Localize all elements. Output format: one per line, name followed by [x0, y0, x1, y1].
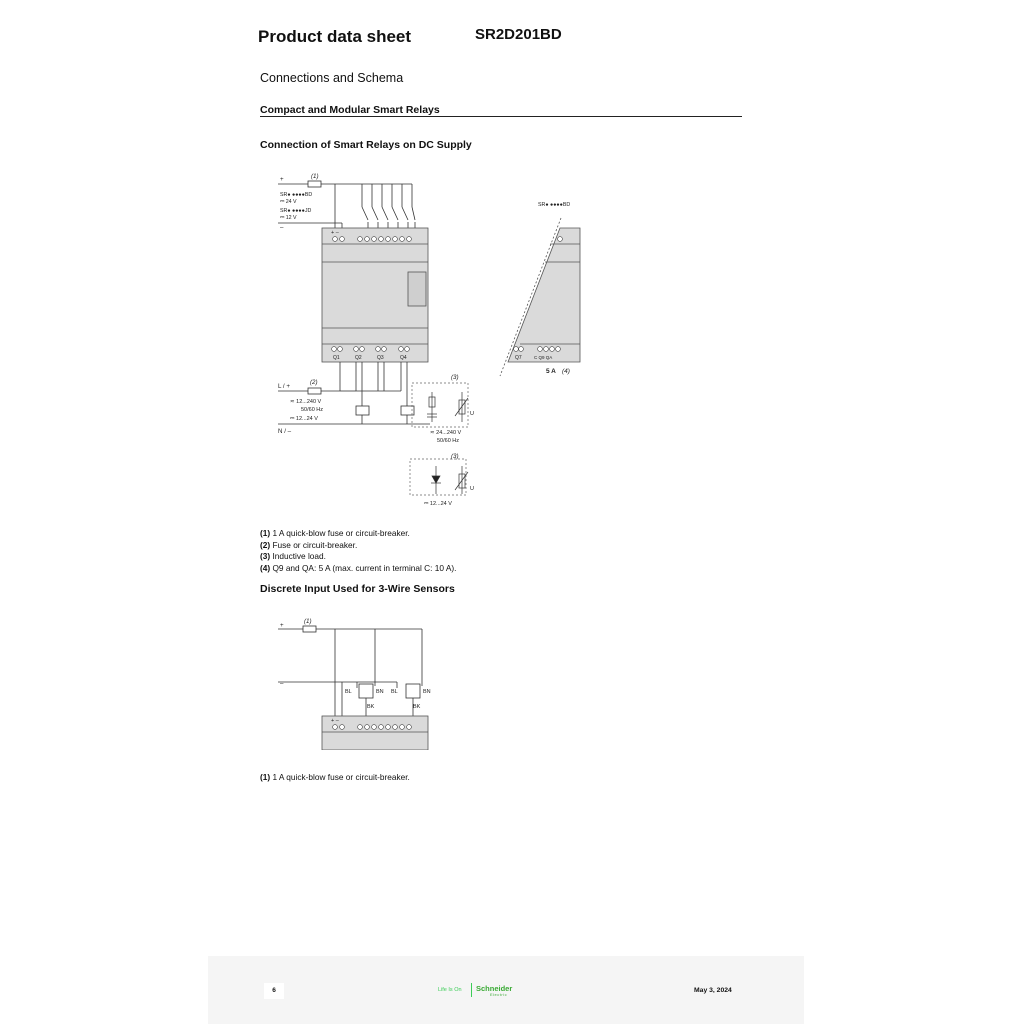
diagram2-notes — [260, 772, 410, 784]
page-subtitle: Connections and Schema — [260, 71, 404, 85]
d1-q2: Q2 — [355, 355, 362, 361]
d1-plus: + — [280, 176, 284, 183]
d2-plus: + — [280, 622, 284, 629]
d1-note4: (4) — [562, 368, 570, 375]
d1-side-label: SR● ●●●●BD — [538, 202, 571, 208]
d1-ac-24-240: ≂ 24...240 V — [430, 430, 462, 436]
d1-note3b: (3) — [451, 453, 459, 460]
d2-term-pm: + – — [331, 718, 339, 724]
d1-hz1: 50/60 Hz — [301, 407, 324, 413]
d1-sr-bd: SR● ●●●●BD — [280, 192, 313, 198]
d1-note2: (2) — [310, 379, 318, 386]
d1-five-a: 5 A — [546, 368, 556, 375]
d2-bk1: BK — [367, 704, 375, 710]
diagram1-notes — [260, 528, 456, 575]
d1-note1: (1) — [311, 173, 319, 180]
d1-q7: Q7 — [515, 355, 522, 361]
d1-term-pm: + – — [331, 230, 339, 236]
d1-u1: U — [470, 411, 474, 417]
d1-hz2: 50/60 Hz — [437, 438, 460, 444]
d1-dc-12-24a: ⎓ 12...24 V — [290, 416, 318, 422]
d2-note1: (1) — [304, 618, 312, 625]
d2-bl2: BL — [391, 689, 398, 695]
dc-supply-wiring-diagram — [270, 168, 600, 513]
section-divider — [260, 116, 742, 117]
d2-bl1: BL — [345, 689, 352, 695]
d1-ac-12-240: ≂ 12...240 V — [290, 399, 322, 405]
d1-q4: Q4 — [400, 355, 407, 361]
d1-minus: – — [280, 224, 284, 231]
page-title: Product data sheet — [258, 27, 412, 46]
d2-minus: – — [280, 680, 284, 687]
page-number: 6 — [264, 983, 284, 999]
section-heading: Compact and Modular Smart Relays — [260, 104, 440, 116]
d1-12v: ⎓ 12 V — [280, 215, 297, 221]
note-4: (4) Q9 and QA: 5 A (max. current in terminal C: 10 A). — [260, 563, 457, 574]
note-3: (3) Inductive load. — [260, 551, 326, 562]
d1-dc-12-24b: ⎓ 12...24 V — [424, 501, 452, 507]
footer-separator — [471, 983, 472, 997]
d2-bk2: BK — [413, 704, 421, 710]
d1-side-terms: C Q9 QA — [534, 355, 553, 360]
note-1b: (1) 1 A quick-blow fuse or circuit-breaker. — [260, 772, 410, 782]
d2-bn2: BN — [423, 689, 431, 695]
d1-note3a: (3) — [451, 374, 459, 381]
d1-24v: ⎓ 24 V — [280, 199, 297, 205]
brand-logo: Schneider — [476, 984, 513, 993]
note-1: (1) 1 A quick-blow fuse or circuit-breaker. — [260, 528, 410, 538]
footer-date: May 3, 2024 — [694, 987, 732, 994]
d2-bn1: BN — [376, 689, 384, 695]
note-2: (2) Fuse or circuit-breaker. — [260, 539, 358, 550]
brand-logo-sub: Electric — [490, 992, 508, 997]
diagram1-heading: Connection of Smart Relays on DC Supply — [260, 139, 472, 151]
diagram2-heading: Discrete Input Used for 3-Wire Sensors — [260, 583, 455, 595]
d1-q1: Q1 — [333, 355, 340, 361]
product-reference: SR2D201BD — [475, 26, 562, 43]
tagline: Life Is On — [438, 987, 462, 993]
d1-q3: Q3 — [377, 355, 384, 361]
d1-sr-jd: SR● ●●●●JD — [280, 208, 312, 214]
d1-l-plus: L / + — [278, 383, 290, 390]
d1-n-minus: N / – — [278, 428, 292, 435]
three-wire-sensor-diagram — [272, 612, 442, 750]
d1-u2: U — [470, 486, 474, 492]
